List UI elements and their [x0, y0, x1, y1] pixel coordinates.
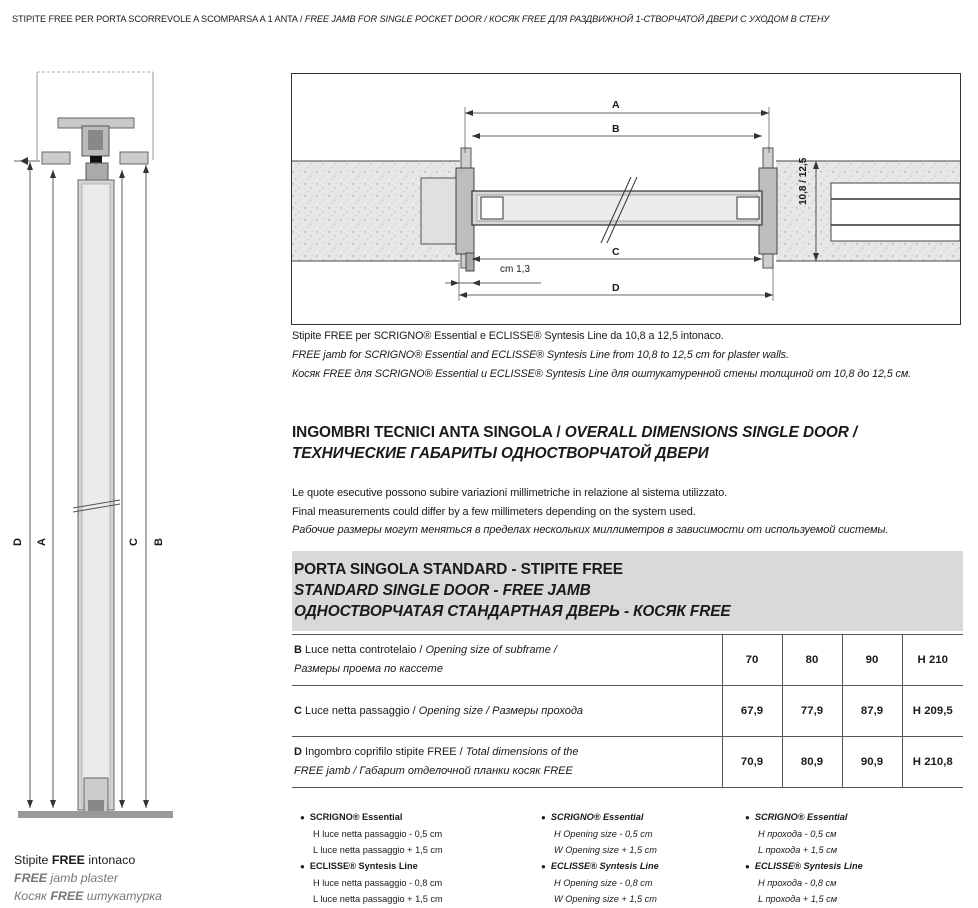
row-d-70: 70,9 [722, 737, 782, 788]
plan-label-b: B [612, 123, 620, 135]
row-c-90: 87,9 [842, 686, 902, 737]
dim-label-d: D [11, 538, 24, 546]
row-b-description: B Luce netta controtelaio / Opening size of subframe / Размеры проема по кассете [292, 635, 722, 686]
plan-label-d: D [612, 282, 620, 294]
plan-caption-italian: Stipite FREE per SCRIGNO® Essential e ECLISSE® Syntesis Line da 10,8 a 12,5 intonaco. [292, 330, 724, 342]
overall-dimensions-heading: INGOMBRI TECNICI ANTA SINGOLA / OVERALL DIMENSIONS SINGLE DOOR / ТЕХНИЧЕСКИЕ ГАБАРИТЫ ОДНОСТВОРЧАТОЙ ДВЕРИ [292, 424, 858, 462]
footnote-italian: ● SCRIGNO® Essential H luce netta passaggio - 0,5 cm L luce netta passaggio + 1,5 cm ● ECLISSE® Syntesis Line H luce netta passaggio - 0,8 cm L luce netta passaggio + 1,5 cm [300, 812, 443, 904]
row-d-90: 90,9 [842, 737, 902, 788]
row-c-70: 67,9 [722, 686, 782, 737]
plan-label-c: C [612, 246, 620, 258]
plan-caption-english: FREE jamb for SCRIGNO® Essential and ECLISSE® Syntesis Line from 10,8 to 12,5 cm for plaster walls. [292, 349, 789, 361]
row-d-height: H 210,8 [902, 737, 963, 788]
row-b-height: H 210 [902, 635, 963, 686]
row-b-80: 80 [782, 635, 842, 686]
dim-label-a: A [35, 538, 48, 546]
vertical-section-drawing [0, 60, 195, 850]
table-row [292, 737, 963, 788]
table-title-italian: PORTA SINGOLA STANDARD - STIPITE FREE [294, 561, 623, 578]
header-english-russian: FREE JAMB FOR SINGLE POCKET DOOR / КОСЯК FREE ДЛЯ РАЗДВИЖНОЙ 1-СТВОРЧАТОЙ ДВЕРИ С УХОДОМ В СТЕНУ [304, 14, 830, 24]
table-title-russian: ОДНОСТВОРЧАТАЯ СТАНДАРТНАЯ ДВЕРЬ - КОСЯК FREE [294, 603, 731, 620]
row-c-description: C Luce netta passaggio / Opening size / Размеры прохода [292, 686, 722, 737]
dim-label-b: B [152, 538, 165, 546]
plan-caption-russian: Косяк FREE для SCRIGNO® Essential и ECLISSE® Syntesis Line для оштукатуренной стены толщиной от 10,8 до 12,5 см. [292, 368, 912, 380]
table-title-english: STANDARD SINGLE DOOR - FREE JAMB [294, 582, 591, 599]
row-b-90: 90 [842, 635, 902, 686]
section-title: Stipite FREE intonaco FREE jamb plaster Косяк FREE штукатурка [14, 853, 162, 903]
table-title-band [292, 551, 963, 631]
plan-drawing [291, 73, 961, 325]
row-b-70: 70 [722, 635, 782, 686]
plan-label-a: A [612, 99, 620, 111]
plan-caption [292, 327, 911, 384]
page-header [12, 14, 829, 24]
plan-thickness-label: 10,8 / 12,5 [798, 157, 809, 205]
table-row [292, 635, 963, 686]
row-d-80: 80,9 [782, 737, 842, 788]
row-c-80: 77,9 [782, 686, 842, 737]
header-italian: STIPITE FREE PER PORTA SCORREVOLE A SCOMPARSA A 1 ANTA / [12, 14, 305, 24]
footnote-russian: ● SCRIGNO® Essential H прохода - 0,5 см L прохода + 1,5 см ● ECLISSE® Syntesis Line H прохода - 0,8 см L прохода + 1,5 см [745, 812, 863, 904]
footnote-english: ● SCRIGNO® Essential H Opening size - 0,5 cm W Opening size + 1,5 cm ● ECLISSE® Syntesis Line H Opening size - 0,8 cm W Opening size + 1,5 cm [541, 812, 659, 904]
dim-label-c: C [127, 538, 140, 546]
plan-offset-label: cm 1,3 [500, 264, 531, 275]
dimensions-table [292, 634, 963, 788]
row-d-description: D Ingombro coprifilo stipite FREE / Total dimensions of the FREE jamb / Габарит отделочной планки косяк FREE [292, 737, 722, 788]
table-row [292, 686, 963, 737]
measurement-note: Le quote esecutive possono subire variazioni millimetriche in relazione al sistema utilizzato. Final measurements could differ by a few millimeters depending on the system used. Рабочие размеры могут меняться в пределах нескольких миллиметров в зависимости от используемой системы. [292, 487, 889, 536]
row-c-height: H 209,5 [902, 686, 963, 737]
